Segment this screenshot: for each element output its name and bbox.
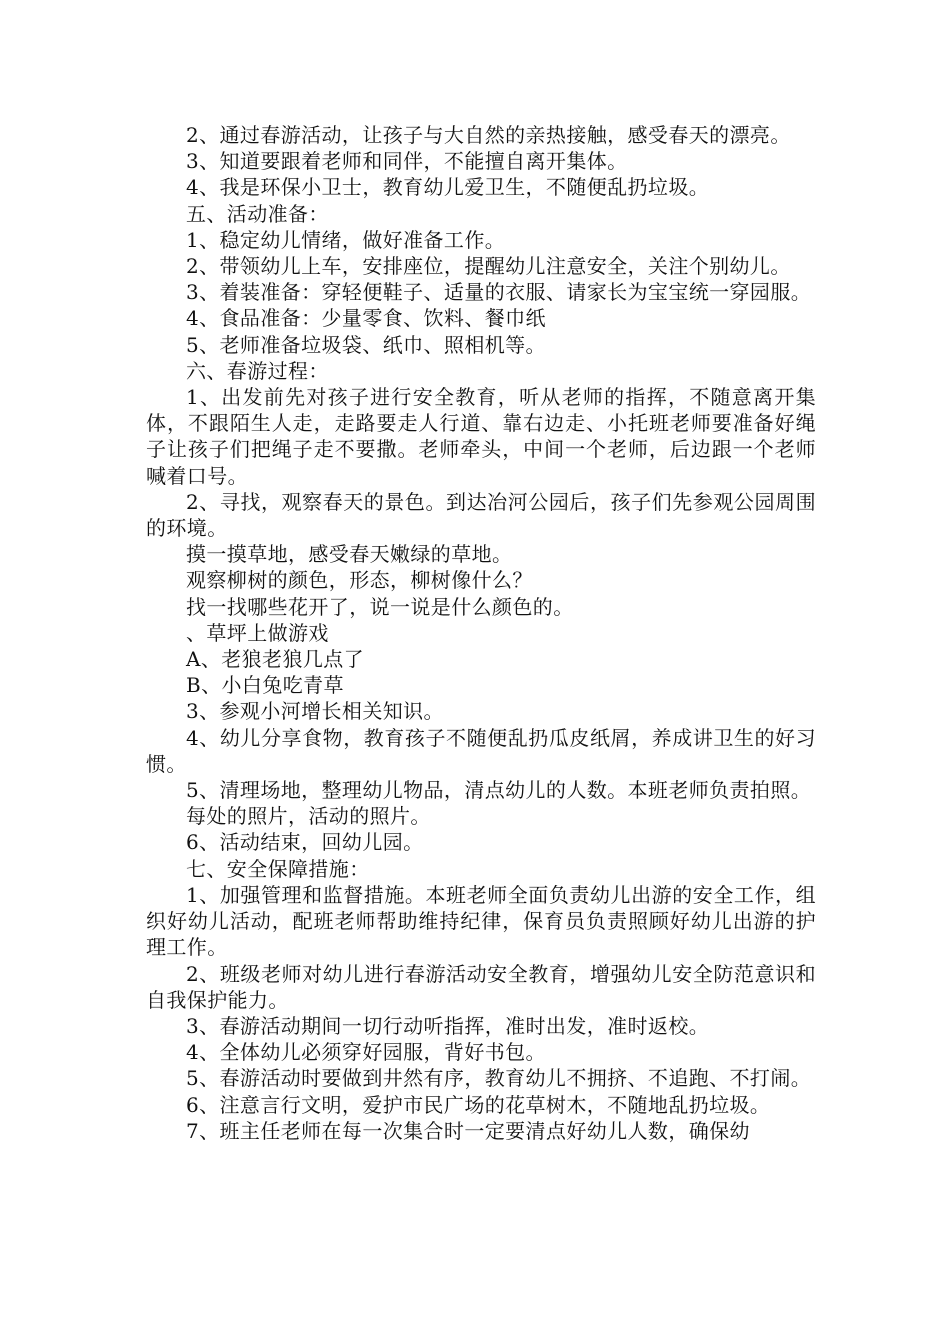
paragraph-prep-4: 4、食品准备：少量零食、饮料、餐巾纸 — [186, 306, 546, 331]
paragraph-safety-6: 6、注意言行文明，爱护市民广场的花草树木，不随地乱扔垃圾。 — [186, 1092, 771, 1117]
paragraph-prep-5: 5、老师准备垃圾袋、纸巾、照相机等。 — [186, 332, 546, 357]
paragraph-safety-1: 1、加强管理和监督措施。本班老师全面负责幼儿出游的安全工作，组织好幼儿活动，配班老师帮助维持纪律，保育员负责照顾好幼儿出游的护理工作。 — [146, 882, 816, 960]
paragraph-lawn-games: 、草坪上做游戏 — [186, 620, 329, 645]
paragraph-touch-grass: 摸一摸草地，感受春天嫩绿的草地。 — [186, 542, 513, 567]
paragraph-safety-7: 7、班主任老师在每一次集合时一定要清点好幼儿人数，确保幼 — [186, 1118, 750, 1143]
document-body — [146, 122, 816, 1144]
paragraph-process-3: 3、参观小河增长相关知识。 — [186, 699, 444, 724]
paragraph-safety-2: 2、班级老师对幼儿进行春游活动安全教育，增强幼儿安全防范意识和自我保护能力。 — [146, 961, 816, 1012]
paragraph-process-6: 6、活动结束，回幼儿园。 — [186, 830, 424, 855]
section-heading-safety: 七、安全保障措施： — [186, 856, 370, 881]
paragraph-prep-2: 2、带领幼儿上车，安排座位，提醒幼儿注意安全，关注个别幼儿。 — [186, 254, 791, 279]
paragraph-process-2: 2、寻找，观察春天的景色。到达冶河公园后，孩子们先参观公园周围的环境。 — [146, 489, 816, 541]
paragraph-goal-2: 2、通过春游活动，让孩子与大自然的亲热接触，感受春天的漂亮。 — [186, 123, 791, 147]
paragraph-safety-3: 3、春游活动期间一切行动听指挥，准时出发，准时返校。 — [186, 1013, 710, 1038]
paragraph-goal-4: 4、我是环保小卫士，教育幼儿爱卫生，不随便乱扔垃圾。 — [186, 175, 710, 200]
paragraph-process-4: 4、幼儿分享食物，教育孩子不随便乱扔瓜皮纸屑，养成讲卫生的好习惯。 — [146, 725, 816, 776]
paragraph-find-flowers: 找一找哪些花开了，说一说是什么颜色的。 — [186, 594, 574, 619]
paragraph-process-1: 1、出发前先对孩子进行安全教育，听从老师的指挥，不随意离开集体，不跟陌生人走，走路要走人行道、靠右边走、小托班老师要准备好绳子让孩子们把绳子走不要撒。老师牵头，中间一个老师，后边跟一个老师喊着口号。 — [146, 385, 816, 488]
paragraph-safety-4: 4、全体幼儿必须穿好园服，背好书包。 — [186, 1040, 546, 1065]
paragraph-safety-5: 5、春游活动时要做到井然有序，教育幼儿不拥挤、不追跑、不打闹。 — [186, 1066, 812, 1091]
paragraph-goal-3: 3、知道要跟着老师和同伴，不能擅自离开集体。 — [186, 149, 628, 174]
paragraph-photos: 每处的照片，活动的照片。 — [186, 804, 431, 829]
paragraph-game-b: B、小白兔吃青草 — [186, 673, 344, 698]
paragraph-prep-3: 3、着装准备：穿轻便鞋子、适量的衣服、请家长为宝宝统一穿园服。 — [186, 280, 812, 305]
section-heading-preparation: 五、活动准备： — [186, 201, 329, 226]
paragraph-observe-willow: 观察柳树的颜色，形态，柳树像什么？ — [186, 568, 533, 593]
section-heading-process: 六、春游过程： — [186, 358, 329, 383]
paragraph-game-a: A、老狼老狼几点了 — [186, 647, 365, 672]
paragraph-prep-1: 1、稳定幼儿情绪，做好准备工作。 — [186, 227, 506, 252]
paragraph-process-5: 5、清理场地，整理幼儿物品，清点幼儿的人数。本班老师负责拍照。 — [186, 778, 812, 803]
